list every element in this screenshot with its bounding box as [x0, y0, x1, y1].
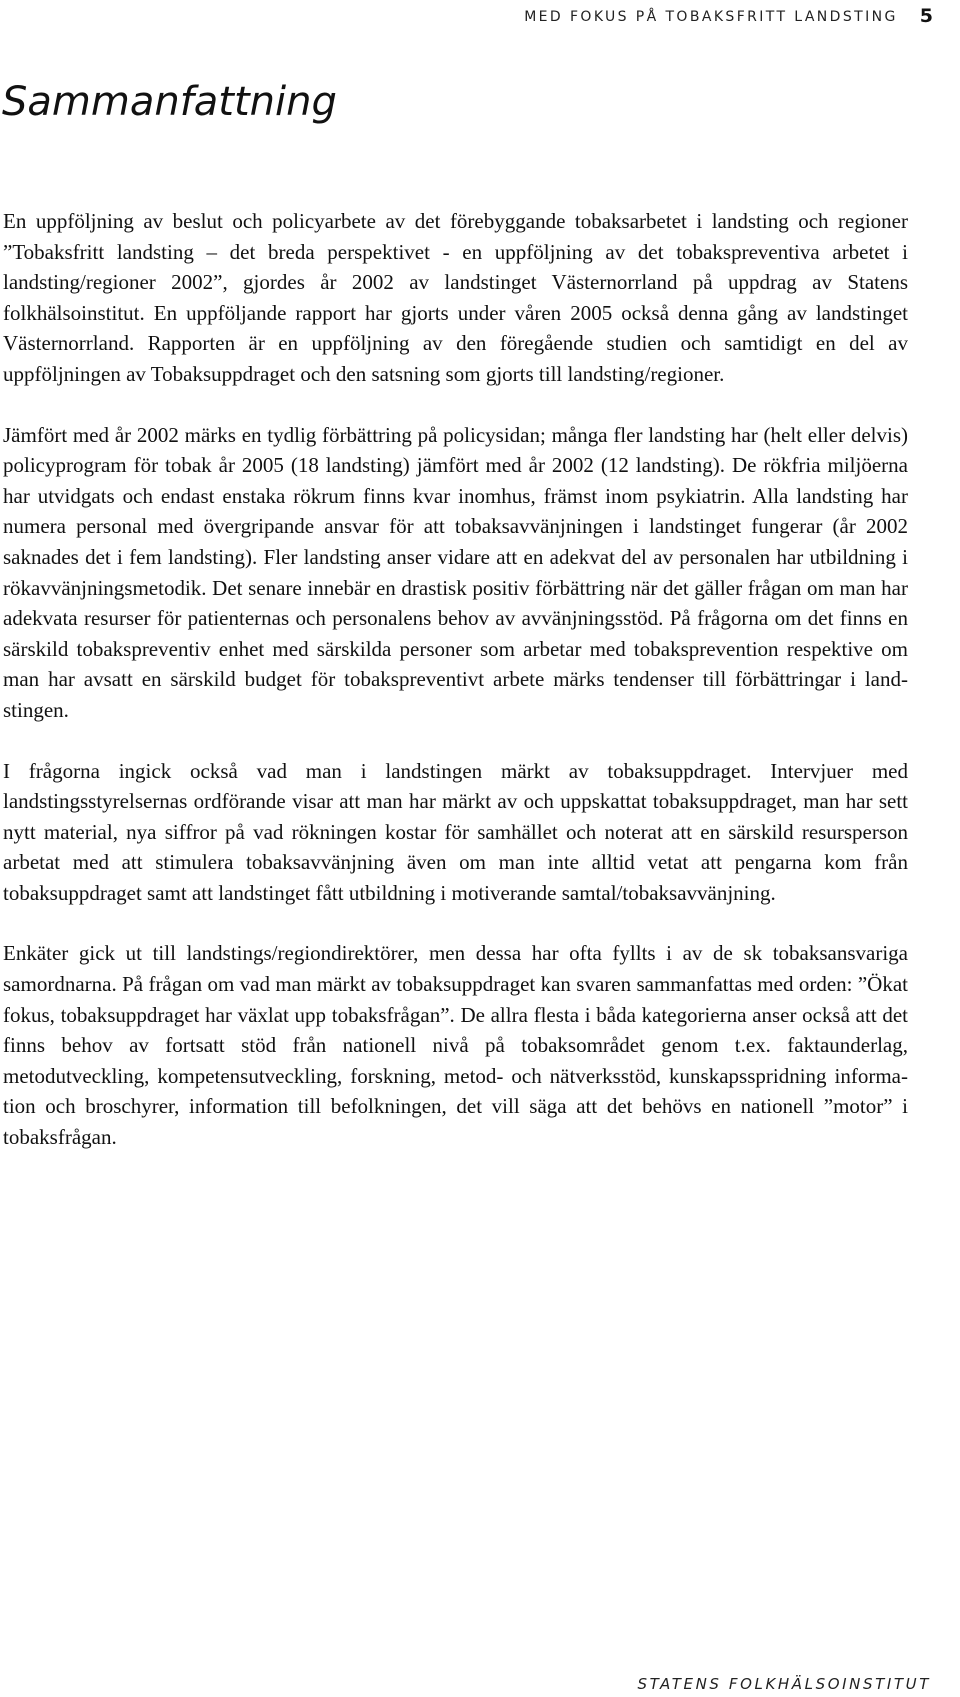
page-title: Sammanfattning — [2, 79, 337, 125]
running-footer: STATENS FOLKHÄLSOINSTITUT — [637, 1675, 931, 1693]
body-text — [3, 206, 908, 1183]
running-header — [524, 0, 933, 26]
paragraph-intro: En uppföljning av beslut och policyarbete av det förebyggande tobaksarbetet i landsting och regioner ”Tobaksfritt landsting – det breda perspektivet - en uppföljning av det tobakspreventiva arbetet i landsting/regioner 2002”, gjordes år 2002 av landstinget Västernorrland på uppdrag av Statens folkhälsoinstitut. En uppföljande rapport har gjorts under våren 2005 också denna gång av landstinget Västernorrland. Rapporten är en uppföljning av den föregående studien och samtidigt en del av uppföljningen av Tobaksuppdraget och den satsning som gjorts till landsting/regioner. — [3, 209, 908, 386]
page-number: 5 — [919, 5, 933, 27]
paragraph-surveys: Enkäter gick ut till landstings/regiondirektörer, men dessa har ofta fyllts i av de sk tobaksansvariga samordnarna. På frågan om vad man märkt av tobaksuppdraget kan svaren sammanfattas med orden: ”Ökat fokus, tobaksuppdraget har växlat upp tobaksfrågan”. De allra flesta i båda kategorierna anser också att det finns behov av fortsatt stöd från nationell nivå på tobaksområdet genom t.ex. faktaunderlag, metodutveckling, kompetensutveckling, forskning, metod- och nätverksstöd, kunskapsspridning information och broschyrer, information till befolkningen, det vill säga att det behövs en nationell ”motor” i tobaksfrågan. — [3, 941, 908, 1150]
paragraph-comparison: Jämfört med år 2002 märks en tydlig förbättring på policysidan; många fler landsting har (helt eller delvis) policyprogram för tobak år 2005 (18 landsting) jämfört med år 2002 (12 landsting). De rökfria miljöerna har utvidgats och endast enstaka rökrum finns kvar inomhus, främst inom psykiatrin. Alla landsting har numera personal med övergripande ansvar för att tobaksavvänjningen i landstinget fungerar (år 2002 saknades det i fem landsting). Fler landsting anser vidare att en adekvat del av personalen har utbildning i rökavvänjningsmetodik. Det senare innebär en drastisk positiv förbättring när det gäller frågan om man har adekvata resurser för patienternas och personalens behov av avvänjningsstöd. På frågorna om det finns en särskild tobakspreventiv enhet med särskilda personer som arbetar med tobaksprevention respektive om man har avsatt en särskild budget för tobakspreventivt arbete märks tendenser till förbättringar i landstingen. — [3, 422, 908, 722]
paragraph-interviews: I frågorna ingick också vad man i landstingen märkt av tobaksuppdraget. Intervjuer med landstingsstyrelsernas ordförande visar att man har märkt av och uppskattat tobaksuppdraget, man har sett nytt material, nya siffror på vad rökningen kostar för samhället och noterat att en särskild resursperson arbetat med att stimulera tobaksavvänjning även om man inte alltid vetat att pengarna kom från tobaksuppdraget samt att landstinget fått utbildning i motiverande samtal/tobaksavvänjning. — [3, 758, 908, 905]
running-title: MED FOKUS PÅ TOBAKSFRITT LANDSTING — [524, 9, 898, 25]
